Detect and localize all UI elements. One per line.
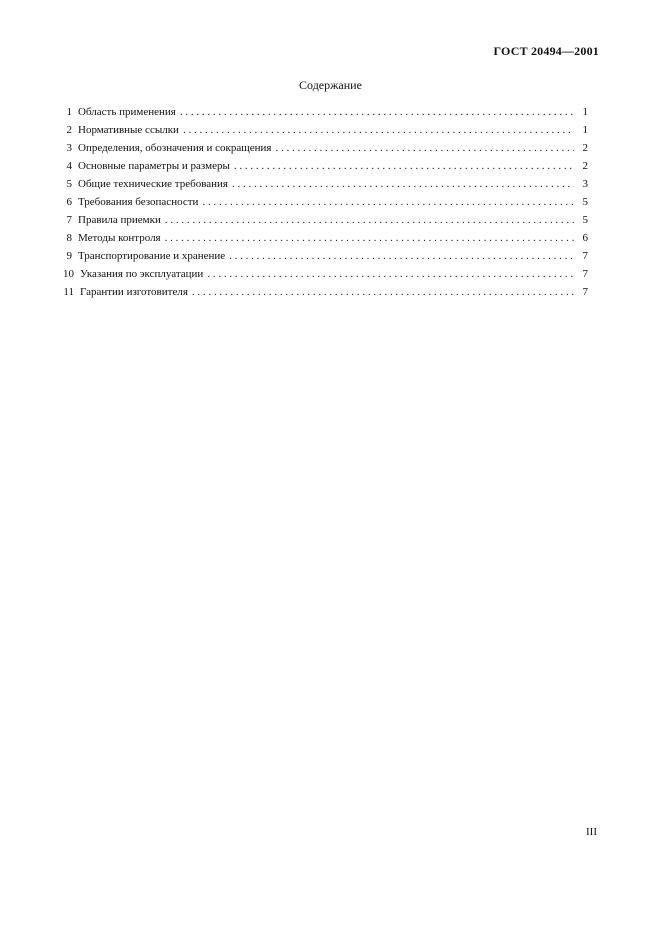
toc-entry-title: Методы контроля	[78, 232, 161, 244]
toc-entry-page: 7	[582, 286, 588, 298]
toc-entry-number: 9	[66, 250, 72, 262]
toc-entry-number: 11	[63, 286, 74, 298]
toc-entry-7[interactable]	[62, 211, 588, 229]
toc-entry-page: 7	[582, 250, 588, 262]
toc-entry-number: 6	[66, 196, 72, 208]
toc-entry-number: 4	[66, 160, 72, 172]
toc-entry-number: 3	[66, 142, 72, 154]
toc-entry-page: 5	[582, 214, 588, 226]
toc-entry-number: 8	[66, 232, 72, 244]
toc-entry-6[interactable]	[62, 193, 588, 211]
toc-entry-number: 2	[66, 124, 72, 136]
toc-entry-10[interactable]	[62, 265, 588, 283]
toc-entry-page: 1	[582, 106, 588, 118]
toc-entry-title: Требования безопасности	[78, 196, 199, 208]
toc-entry-title: Определения, обозначения и сокращения	[78, 142, 272, 154]
toc-entry-8[interactable]	[62, 229, 588, 247]
toc-leader-dots	[192, 283, 574, 301]
toc-leader-dots	[207, 265, 574, 283]
toc-entry-page: 7	[582, 268, 588, 280]
toc-entry-title: Указания по эксплуатации	[80, 268, 204, 280]
document-code: ГОСТ 20494—2001	[493, 44, 599, 58]
toc-leader-dots	[165, 229, 574, 247]
toc-leader-dots	[180, 103, 574, 121]
page-number: III	[586, 826, 597, 838]
toc-entry-page: 6	[582, 232, 588, 244]
toc-entry-5[interactable]	[62, 175, 588, 193]
toc-entry-title: Общие технические требования	[78, 178, 228, 190]
toc-entry-number: 7	[66, 214, 72, 226]
table-of-contents	[62, 103, 588, 301]
toc-entry-1[interactable]	[62, 103, 588, 121]
toc-entry-2[interactable]	[62, 121, 588, 139]
toc-entry-page: 5	[582, 196, 588, 208]
toc-leader-dots	[183, 121, 574, 139]
toc-entry-4[interactable]	[62, 157, 588, 175]
toc-leader-dots	[229, 247, 574, 265]
toc-entry-number: 5	[66, 178, 72, 190]
toc-title: Содержание	[299, 78, 362, 92]
toc-entry-page: 3	[582, 178, 588, 190]
toc-entry-number: 1	[66, 106, 72, 118]
toc-entry-title: Гарантии изготовителя	[80, 286, 188, 298]
toc-leader-dots	[165, 211, 574, 229]
toc-leader-dots	[202, 193, 574, 211]
toc-entry-page: 2	[582, 142, 588, 154]
toc-entry-title: Основные параметры и размеры	[78, 160, 230, 172]
toc-entry-title: Нормативные ссылки	[78, 124, 179, 136]
toc-entry-3[interactable]	[62, 139, 588, 157]
toc-entry-9[interactable]	[62, 247, 588, 265]
toc-entry-page: 2	[582, 160, 588, 172]
toc-entry-title: Правила приемки	[78, 214, 161, 226]
toc-entry-title: Транспортирование и хранение	[78, 250, 226, 262]
toc-entry-number: 10	[63, 268, 74, 280]
toc-leader-dots	[232, 175, 574, 193]
toc-leader-dots	[234, 157, 574, 175]
toc-leader-dots	[275, 139, 574, 157]
toc-entry-title: Область применения	[78, 106, 176, 118]
toc-entry-page: 1	[582, 124, 588, 136]
toc-entry-11[interactable]	[62, 283, 588, 301]
